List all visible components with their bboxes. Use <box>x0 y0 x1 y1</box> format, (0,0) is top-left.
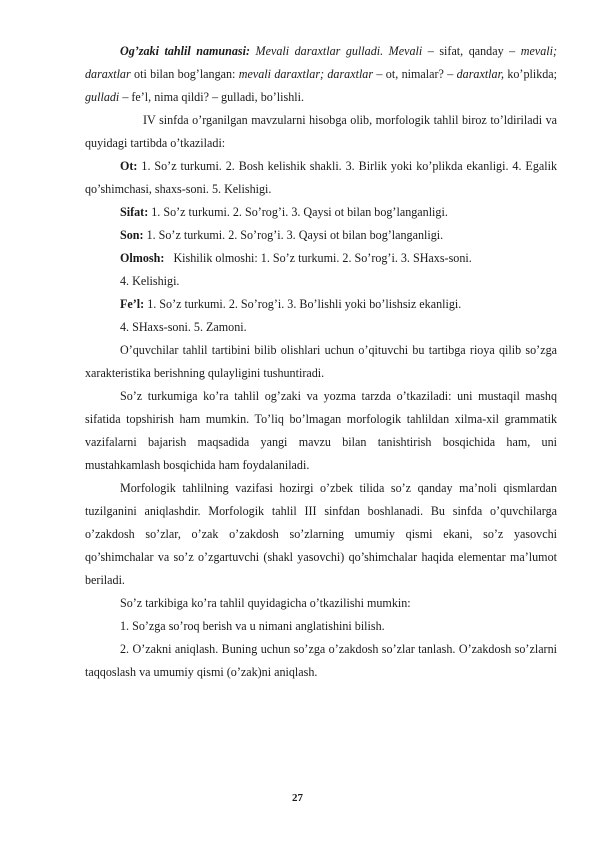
olmosh-paragraph <box>85 247 557 270</box>
body-paragraph-3: Morfologik tahlilning vazifasi hozirgi o’zbek tilida so’z qanday ma’noli qismlardan tuzilganini aniqlashdir. Morfologik tahlil III sinfdan boshlanadi. Bu sinfda o’quvchilarga o’zakdosh so’zlar, o’zak o’zakdosh so’zlarning umumiy qismi ekani, so’z yasovchi qo’shimchalar va so’z o’zgartuvchi (shakl yasovchi) qo’shimchalar haqida elementar ma’lumot beriladi. <box>85 481 557 587</box>
list-item-1: 1. So’zga so’roq berish va u nimani anglatishini bilish. <box>120 619 385 633</box>
body-paragraph-2: So’z turkumiga ko’ra tahlil og’zaki va yozma tarzda o’tkaziladi: uni mustaqil mashq sifatida topshirish ham mumkin. To’liq bo’lmagan morfologik tahlildan xilma-xil grammatik vazifalarni bajarish maqsadida yangi mavzu bilan tanishtirish bosqichida ham, uni mustahkamlash bosqichida ham foydalaniladi. <box>85 389 557 472</box>
example-paragraph <box>85 40 557 109</box>
fel-continuation: 4. SHaxs-soni. 5. Zamoni. <box>120 320 247 334</box>
example-text: daraxtlar, <box>456 67 504 81</box>
son-text: 1. So’z turkumi. 2. So’rog’i. 3. Qaysi ot bilan bog’langanligi. <box>146 228 444 242</box>
example-text: oti bilan bog’langan: <box>134 67 236 81</box>
fel-label: Fe’l: <box>120 297 145 311</box>
body-paragraph-1: O’quvchilar tahlil tartibini bilib olishlari uchun o’qituvchi bu tartibga rioya qilib so’zga xarakteristika berishning qulayligini tushuntiradi. <box>85 343 557 380</box>
body-paragraph-4: So’z tarkibiga ko’ra tahlil quyidagicha o’tkazilishi mumkin: <box>120 596 411 610</box>
example-lead: Og’zaki tahlil namunasi: <box>120 44 250 58</box>
example-text: mevali; daraxtlar <box>85 44 558 81</box>
ot-label: Ot: <box>120 159 138 173</box>
intro-paragraph: IV sinfda o’rganilgan mavzularni hisobga olib, morfologik tahlil biroz to’ldiriladi va quyidagi tartibda o’tkaziladi: <box>85 113 557 150</box>
example-text: – ot, <box>376 67 399 81</box>
example-text: nimalar? – <box>401 67 454 81</box>
example-text: ko’plikda; <box>507 67 558 81</box>
fel-paragraph <box>85 293 557 316</box>
sifat-text: 1. So’z turkumi. 2. So’rog’i. 3. Qaysi ot bilan bog’langanligi. <box>151 205 448 219</box>
fel-text: 1. So’z turkumi. 2. So’rog’i. 3. Bo’lishli yoki bo’lishsiz ekanligi. <box>147 297 462 311</box>
example-word: Mevali <box>388 44 423 58</box>
sifat-paragraph <box>85 201 557 224</box>
example-text: gulladi <box>85 90 120 104</box>
example-text: mevali daraxtlar; daraxtlar <box>238 67 374 81</box>
olmosh-continuation: 4. Kelishigi. <box>120 274 180 288</box>
olmosh-label: Olmosh: <box>120 251 165 265</box>
example-text: – fe’l, nima qildi? – gulladi, bo’lishli. <box>122 90 305 104</box>
page-number: 27 <box>292 792 303 804</box>
ot-paragraph <box>85 155 557 201</box>
son-paragraph <box>85 224 557 247</box>
olmosh-text: Kishilik olmoshi: 1. So’z turkumi. 2. So’rog’i. 3. SHaxs-soni. <box>173 251 472 265</box>
list-item-2: 2. O’zakni aniqlash. Buning uchun so’zga o’zakdosh so’zlar tanlash. O’zakdosh so’zlarni taqqoslash va umumiy qismi (o’zak)ni aniqlash. <box>85 642 557 679</box>
example-sentence: Mevali daraxtlar gulladi. <box>255 44 384 58</box>
ot-text: 1. So’z turkumi. 2. Bosh kelishik shakli. 3. Birlik yoki ko’plikda ekanligi. 4. Egalik qo’shimchasi, shaxs-soni. 5. Kelishigi. <box>85 159 557 196</box>
example-text: – sifat, qanday – <box>427 44 516 58</box>
sifat-label: Sifat: <box>120 205 149 219</box>
son-label: Son: <box>120 228 144 242</box>
